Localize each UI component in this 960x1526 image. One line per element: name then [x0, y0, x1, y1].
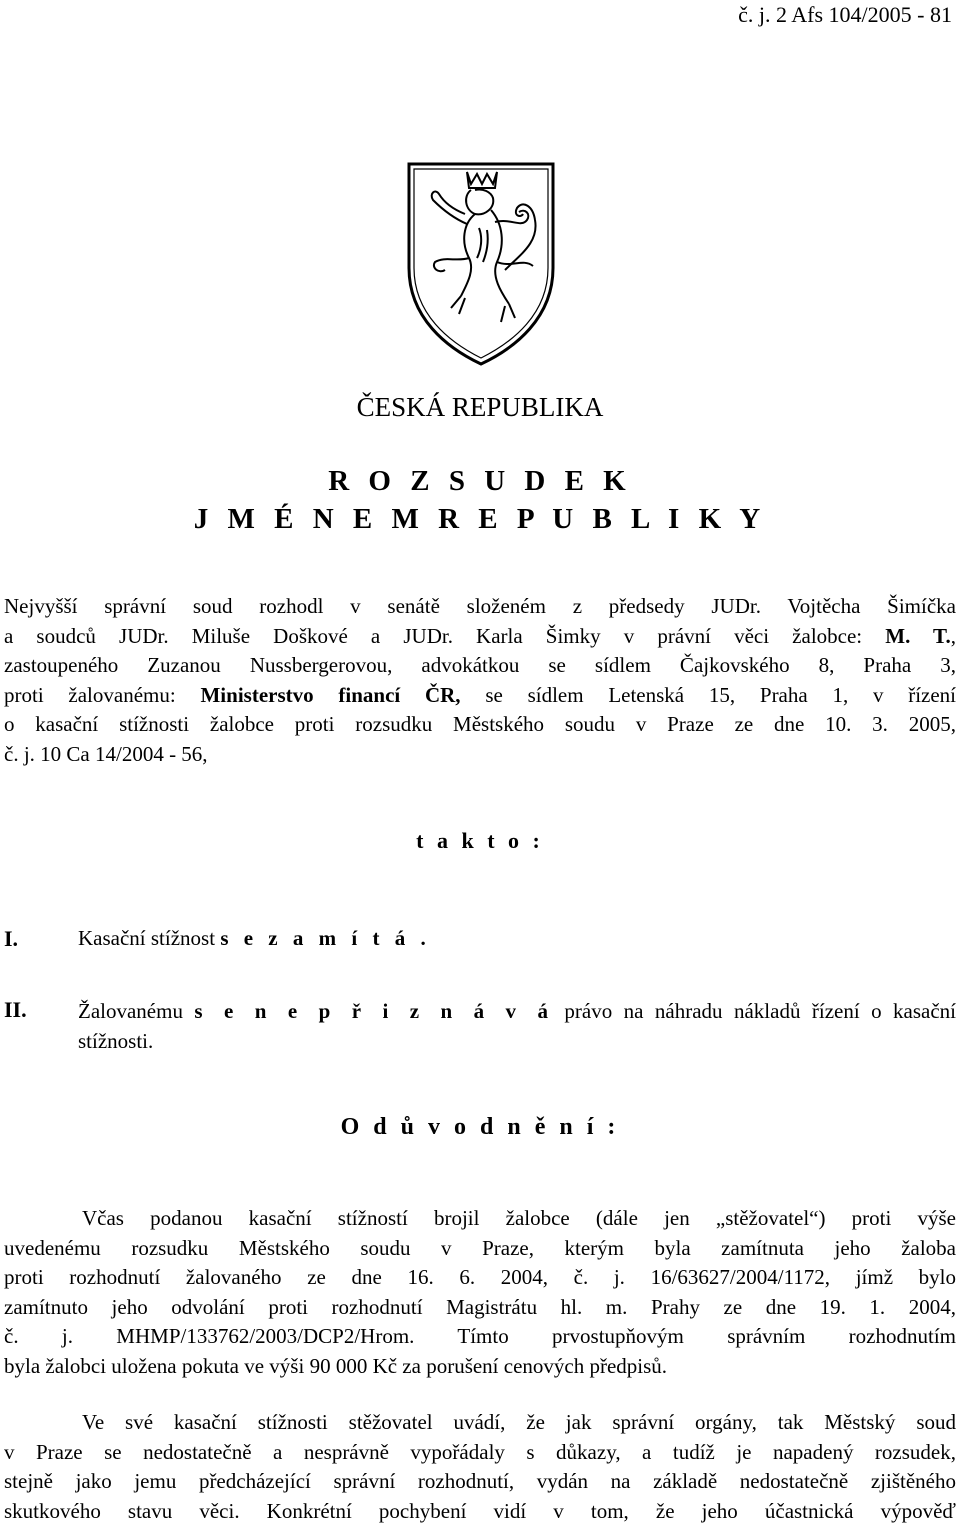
intro-line-1: Nejvyšší správní soud rozhodl v senátě složeném z předsedy JUDr. Vojtěcha Šimíčka [4, 594, 956, 618]
p1-line-2: uvedenému rozsudku Městského soudu v Praze, kterým byla zamítnuta jeho žaloba [4, 1235, 956, 1260]
intro-text: a soudců JUDr. Miluše Doškové a JUDr. Karla Šimky v právní věci žalobce: [4, 623, 863, 648]
item-text-1 [78, 926, 431, 951]
reasons-paragraph-2 [4, 1408, 956, 1526]
item-number-2: II. [4, 997, 27, 1022]
intro-line-6: č. j. 10 Ca 14/2004 - 56, [4, 741, 208, 766]
reasons-heading: O d ů v o d n ě n í : [340, 1114, 620, 1140]
intro-defendant-label: proti žalovanému: [4, 682, 176, 707]
p1-line-3: proti rozhodnutí žalovaného ze dne 16. 6. 2004, č. j. 16/63627/2004/1172, jímž bylo [4, 1265, 956, 1290]
intro-defendant-address: se sídlem Letenská 15, Praha 1, v řízení [485, 682, 957, 707]
verdict-title [0, 462, 960, 538]
p1-line-1: Včas podanou kasační stížností brojil žalobce (dále jen „stěžovatel“) proti výše [82, 1206, 956, 1230]
item-2-text: Žalovanému [78, 999, 183, 1023]
defendant-name: Ministerstvo financí ČR, [200, 682, 461, 707]
intro-line-3: zastoupeného Zuzanou Nussbergerovou, advokátkou se sídlem Čajkovského 8, Praha 3, [4, 653, 956, 678]
item-2-text-cont: právo na náhradu nákladů řízení o kasační [564, 999, 957, 1023]
czech-lion-coat-of-arms-icon [405, 158, 557, 368]
verdict-line-1: R O Z S U D E K [328, 465, 632, 497]
item-text-2 [78, 996, 956, 1056]
plaintiff-initials: M. T. [885, 623, 951, 648]
item-2-line-2: stížnosti. [78, 1029, 154, 1053]
intro-comma: , [950, 623, 956, 648]
item-2-ruling: s e n e p ř i z n á v á [194, 999, 553, 1023]
p2-line-2: v Praze se nedostatečně a nesprávně vypořádaly s důkazy, a tudíž je napadený rozsudek, [4, 1439, 956, 1464]
intro-line-5: o kasační stížnosti žalobce proti rozsudku Městského soudu v Praze ze dne 10. 3. 2005, [4, 712, 956, 737]
item-2-line-1 [78, 996, 956, 1026]
item-1-text: Kasační stížnost [78, 926, 216, 950]
p1-line-6: byla žalobci uložena pokuta ve výši 90 000 Kč za porušení cenových předpisů. [4, 1353, 668, 1378]
reasons-paragraph-1 [4, 1204, 956, 1382]
country-title: ČESKÁ REPUBLIKA [356, 392, 604, 422]
intro-paragraph [4, 592, 956, 770]
p1-line-5: č. j. MHMP/133762/2003/DCP2/Hrom. Tímto prvostupňovým správním rozhodnutím [4, 1324, 956, 1349]
p1-line-4: zamítnuto jeho odvolání proti rozhodnutí Magistrátu hl. m. Prahy ze dne 19. 1. 2004, [4, 1294, 956, 1319]
case-reference: č. j. 2 Afs 104/2005 - 81 [738, 2, 952, 27]
p2-line-3: stejně jako jemu předcházející správní rozhodnutí, vydán na základě nedostatečně zjištěného [4, 1469, 956, 1494]
p2-line-1: Ve své kasační stížnosti stěžovatel uvádí, že jak správní orgány, tak Městský soud [82, 1410, 956, 1434]
p2-line-4: skutkového stavu věci. Konkrétní pochybení vidí v tom, že jeho účastnická výpověď [4, 1498, 956, 1523]
item-number-1: I. [4, 926, 19, 951]
verdict-line-2: J M É N E M R E P U B L I K Y [193, 503, 767, 535]
item-1-ruling: s e z a m í t á . [220, 926, 431, 950]
intro-line-4 [4, 681, 956, 711]
takto-heading: t a k t o : [416, 828, 544, 853]
intro-line-2 [4, 622, 956, 652]
